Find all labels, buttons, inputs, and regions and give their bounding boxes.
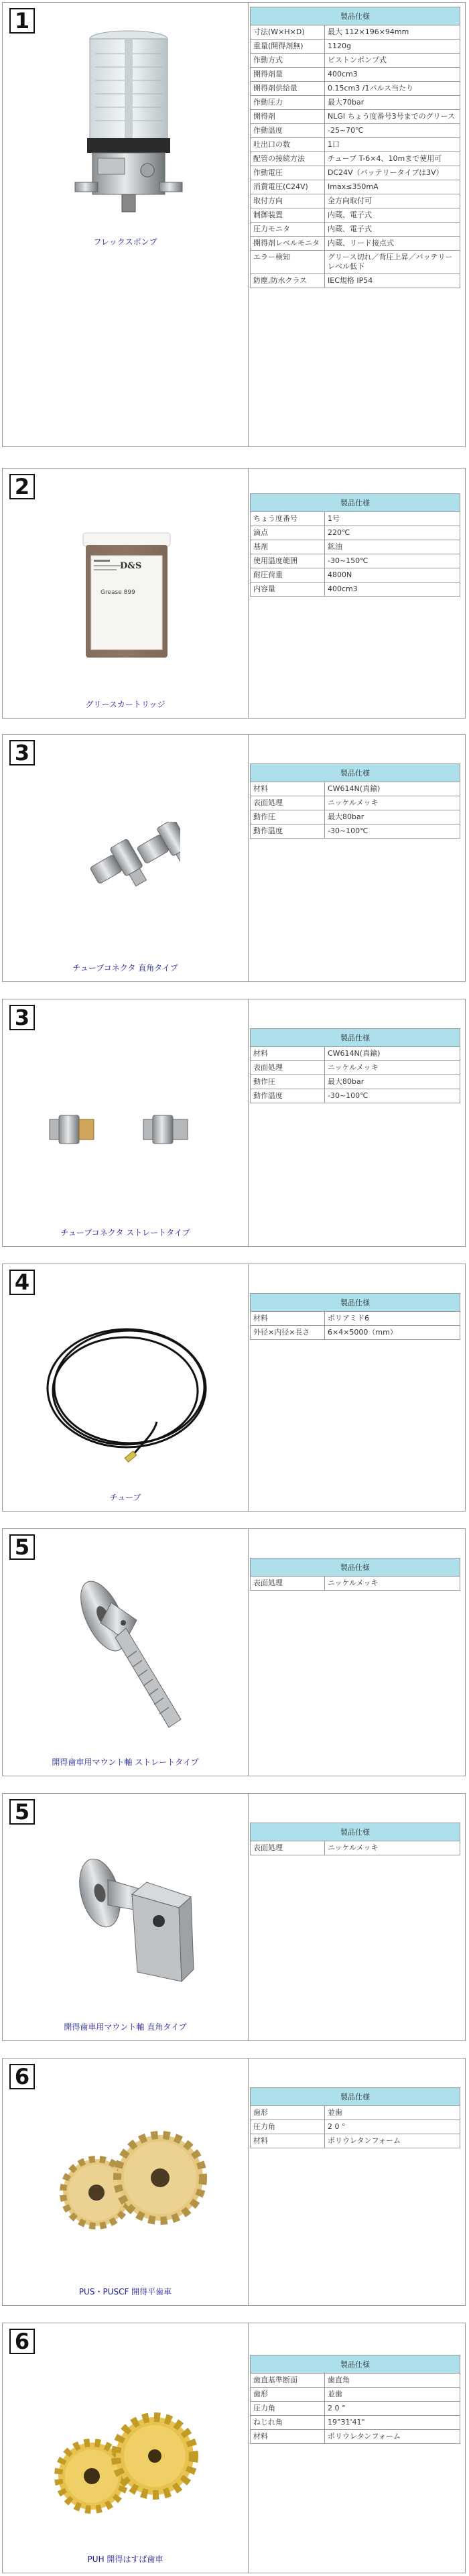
spec-row — [251, 2120, 460, 2134]
spec-row — [251, 1075, 460, 1089]
cartridge-photo — [76, 529, 177, 663]
spec-key: 作動温度 — [251, 124, 325, 138]
spec-value: 内蔵、電子式 — [325, 223, 460, 237]
spec-header: 製品仕様 — [251, 1558, 460, 1577]
product-caption: PUS・PUSCF 開得平歯車 — [78, 2287, 172, 2296]
product-image-cell — [3, 469, 249, 718]
spec-row — [251, 782, 460, 796]
product-number: 3 — [9, 1005, 35, 1030]
product-block-grease — [0, 468, 469, 719]
spec-key: 外径×内径×長さ — [251, 1326, 325, 1340]
spec-header: 製品仕様 — [251, 764, 460, 782]
spec-key: 動作温度 — [251, 1089, 325, 1103]
product-block-tube — [0, 1264, 469, 1512]
product-caption: 開得歯車用マウント軸 直角タイプ — [64, 2022, 187, 2032]
product-block-connector-straight — [0, 999, 469, 1247]
product-number: 4 — [9, 1270, 35, 1295]
spec-value: ニッケルメッキ — [325, 1841, 460, 1855]
spec-value: 最大80bar — [325, 810, 460, 824]
spec-key: 作動圧力 — [251, 96, 325, 110]
product-image-cell — [3, 3, 249, 446]
spec-value: -30~100℃ — [325, 824, 460, 839]
spec-header: 製品仕様 — [251, 1294, 460, 1312]
spec-key: 滴点 — [251, 526, 325, 540]
spec-row — [251, 1047, 460, 1061]
spec-key: 歯形 — [251, 2388, 325, 2402]
spec-row — [251, 152, 460, 166]
spec-key: 寸法(W×H×D) — [251, 25, 325, 40]
product-block-connector-elbow — [0, 734, 469, 982]
spec-table — [250, 1823, 460, 1855]
spec-value: 220℃ — [325, 526, 460, 540]
spec-row — [251, 251, 460, 274]
spec-value: Imax≤350mA — [325, 180, 460, 194]
spec-key: 内容量 — [251, 582, 325, 597]
spec-value: ニッケルメッキ — [325, 796, 460, 810]
spec-row — [251, 82, 460, 96]
spec-value: 内蔵、電子式 — [325, 208, 460, 223]
product-image-cell — [3, 1794, 249, 2040]
spec-value: 並歯 — [325, 2106, 460, 2120]
spec-row — [251, 2388, 460, 2402]
product-image-cell — [3, 1529, 249, 1776]
spec-table — [250, 2087, 460, 2148]
product-image-cell — [3, 2059, 249, 2305]
product-caption: チューブコネクタ ストレートタイプ — [60, 1228, 190, 1237]
spec-value: ニッケルメッキ — [325, 1061, 460, 1075]
spec-value: 1120g — [325, 40, 460, 54]
spec-value: 19°31'41" — [325, 2416, 460, 2430]
spec-key: 基剤 — [251, 540, 325, 554]
spec-value: ポリウレタンフォーム — [325, 2430, 460, 2444]
spec-header: 製品仕様 — [251, 1029, 460, 1047]
spec-key: 材料 — [251, 782, 325, 796]
spec-row — [251, 2106, 460, 2120]
spec-row — [251, 110, 460, 124]
spec-value: 2 0 ° — [325, 2402, 460, 2416]
spec-header: 製品仕様 — [251, 494, 460, 512]
connector-straight-photo — [43, 1110, 210, 1150]
spec-row — [251, 1089, 460, 1103]
spec-row — [251, 526, 460, 540]
spec-row — [251, 2430, 460, 2444]
spec-value: -30~100℃ — [325, 1089, 460, 1103]
spec-key: 動作温度 — [251, 824, 325, 839]
spec-key: 圧力角 — [251, 2402, 325, 2416]
spec-key: 歯形 — [251, 2106, 325, 2120]
spec-value: 歯直角 — [325, 2374, 460, 2388]
spec-row — [251, 824, 460, 839]
spec-value: ニッケルメッキ — [325, 1577, 460, 1591]
spec-row — [251, 194, 460, 208]
spec-value: 400cm3 — [325, 582, 460, 597]
spec-key: 吐出口の数 — [251, 138, 325, 152]
spec-row — [251, 68, 460, 82]
spec-key: 開得剤レベルモニタ — [251, 237, 325, 251]
spec-header: 製品仕様 — [251, 2088, 460, 2106]
spec-key: 材料 — [251, 1047, 325, 1061]
spec-value: 内蔵、リード接点式 — [325, 237, 460, 251]
spec-value: 全方向取付可 — [325, 194, 460, 208]
spec-key: 材料 — [251, 2430, 325, 2444]
spec-row — [251, 1326, 460, 1340]
spec-row — [251, 810, 460, 824]
spec-row — [251, 1061, 460, 1075]
spec-row — [251, 124, 460, 138]
spec-table — [250, 2355, 460, 2444]
spec-row — [251, 512, 460, 526]
product-caption: 開得歯車用マウント軸 ストレートタイプ — [52, 1758, 199, 1767]
spec-row — [251, 540, 460, 554]
spec-row — [251, 1312, 460, 1326]
spec-row — [251, 796, 460, 810]
spec-key: 表面処理 — [251, 1841, 325, 1855]
spec-row — [251, 582, 460, 597]
product-caption: チューブ — [109, 1493, 141, 1502]
spec-row — [251, 568, 460, 582]
spec-value: 並歯 — [325, 2388, 460, 2402]
spec-key: 表面処理 — [251, 1061, 325, 1075]
spec-row — [251, 274, 460, 288]
product-block-helical-gear — [0, 2323, 469, 2573]
product-number: 6 — [9, 2064, 35, 2089]
spec-value: -25~70℃ — [325, 124, 460, 138]
product-block-mount-straight — [0, 1528, 469, 1776]
pump-photo — [68, 27, 189, 228]
spec-row — [251, 54, 460, 68]
spec-value: グリース切れ／背圧上昇／バッテリーレベル低下 — [325, 251, 460, 274]
spec-key: 配管の接続方法 — [251, 152, 325, 166]
spec-table — [250, 1293, 460, 1340]
spec-value: 2 0 ° — [325, 2120, 460, 2134]
spec-row — [251, 166, 460, 180]
spec-value: ポリアミド6 — [325, 1312, 460, 1326]
cartridge-label-text: Grease 899 — [100, 589, 135, 596]
spec-value: NLGI ちょう度番号3号までのグリース — [325, 110, 460, 124]
spec-key: ねじれ角 — [251, 2416, 325, 2430]
spec-key: 開得剤 — [251, 110, 325, 124]
spec-value: 最大80bar — [325, 1075, 460, 1089]
spec-row — [251, 2402, 460, 2416]
product-caption: PUH 開得はすば歯車 — [87, 2555, 163, 2564]
spec-value: IEC規格 IP54 — [325, 274, 460, 288]
spec-row — [251, 2134, 460, 2148]
spec-value: ポリウレタンフォーム — [325, 2134, 460, 2148]
helical-gear-photo — [40, 2404, 214, 2524]
spec-value: CW614N(真鍮) — [325, 1047, 460, 1061]
spec-row — [251, 25, 460, 40]
spec-value: DC24V（バッテリータイプは3V） — [325, 166, 460, 180]
product-number: 2 — [9, 474, 35, 499]
spec-row — [251, 237, 460, 251]
spec-key: 耐圧荷重 — [251, 568, 325, 582]
spec-key: 使用温度範囲 — [251, 554, 325, 568]
product-number: 3 — [9, 740, 35, 765]
spec-table — [250, 493, 460, 597]
spec-header: 製品仕様 — [251, 7, 460, 25]
tube-photo — [40, 1321, 214, 1469]
spec-key: 制御装置 — [251, 208, 325, 223]
spec-value: 0.15cm3 /1パルス当たり — [325, 82, 460, 96]
spec-key: エラー検知 — [251, 251, 325, 274]
product-image-cell — [3, 2323, 249, 2573]
spec-row — [251, 1577, 460, 1591]
spec-header: 製品仕様 — [251, 1823, 460, 1841]
spec-key: 歯直基準断面 — [251, 2374, 325, 2388]
spec-value: ピストンポンプ式 — [325, 54, 460, 68]
mount-shaft-angle-photo — [53, 1841, 200, 2002]
spec-key: 表面処理 — [251, 796, 325, 810]
spec-key: 防塵,防水クラス — [251, 274, 325, 288]
spur-gear-photo — [50, 2126, 210, 2246]
spec-value: 鉱油 — [325, 540, 460, 554]
product-number: 6 — [9, 2329, 35, 2354]
spec-row — [251, 2416, 460, 2430]
spec-key: 作動電圧 — [251, 166, 325, 180]
cartridge-label-brand: D&S — [120, 561, 142, 571]
product-image-cell — [3, 1264, 249, 1511]
spec-key: 取付方向 — [251, 194, 325, 208]
spec-key: 開得剤供給量 — [251, 82, 325, 96]
spec-row — [251, 223, 460, 237]
product-block-spur-gear — [0, 2058, 469, 2306]
spec-key: 圧力角 — [251, 2120, 325, 2134]
spec-row — [251, 180, 460, 194]
spec-row — [251, 96, 460, 110]
spec-value: 1号 — [325, 512, 460, 526]
spec-key: 重量(開得剤無) — [251, 40, 325, 54]
spec-key: 材料 — [251, 1312, 325, 1326]
product-caption: フレックスポンプ — [93, 237, 157, 247]
spec-value: 400cm3 — [325, 68, 460, 82]
spec-key: 圧力モニタ — [251, 223, 325, 237]
product-number: 1 — [9, 8, 35, 34]
spec-value: 1口 — [325, 138, 460, 152]
spec-value: 6×4×5000（mm） — [325, 1326, 460, 1340]
product-number: 5 — [9, 1799, 35, 1825]
product-image-cell — [3, 999, 249, 1246]
spec-key: 作動方式 — [251, 54, 325, 68]
spec-row — [251, 40, 460, 54]
product-caption: チューブコネクタ 直角タイプ — [72, 963, 178, 973]
product-block-pump — [0, 0, 469, 449]
spec-header: 製品仕様 — [251, 2355, 460, 2374]
spec-value: チューブ T-6×4、10mまで使用可 — [325, 152, 460, 166]
spec-table — [250, 763, 460, 839]
spec-value: 4800N — [325, 568, 460, 582]
spec-value: 最大70bar — [325, 96, 460, 110]
product-block-mount-angle — [0, 1793, 469, 2041]
spec-table — [250, 1028, 460, 1103]
spec-table — [250, 7, 460, 288]
product-caption: グリースカートリッジ — [85, 700, 165, 709]
spec-value: -30~150℃ — [325, 554, 460, 568]
spec-key: 動作圧 — [251, 810, 325, 824]
spec-row — [251, 1841, 460, 1855]
spec-value: CW614N(真鍮) — [325, 782, 460, 796]
spec-row — [251, 208, 460, 223]
mount-shaft-straight-photo — [56, 1576, 197, 1737]
spec-table — [250, 1558, 460, 1591]
spec-row — [251, 138, 460, 152]
spec-key: ちょう度番号 — [251, 512, 325, 526]
spec-key: 表面処理 — [251, 1577, 325, 1591]
spec-key: 材料 — [251, 2134, 325, 2148]
spec-value: 最大 112×196×94mm — [325, 25, 460, 40]
spec-key: 動作圧 — [251, 1075, 325, 1089]
spec-key: 消費電圧(C24V) — [251, 180, 325, 194]
product-image-cell — [3, 735, 249, 981]
product-number: 5 — [9, 1534, 35, 1560]
spec-key: 開得剤量 — [251, 68, 325, 82]
spec-row — [251, 554, 460, 568]
connector-elbow-photo — [80, 822, 180, 916]
spec-row — [251, 2374, 460, 2388]
